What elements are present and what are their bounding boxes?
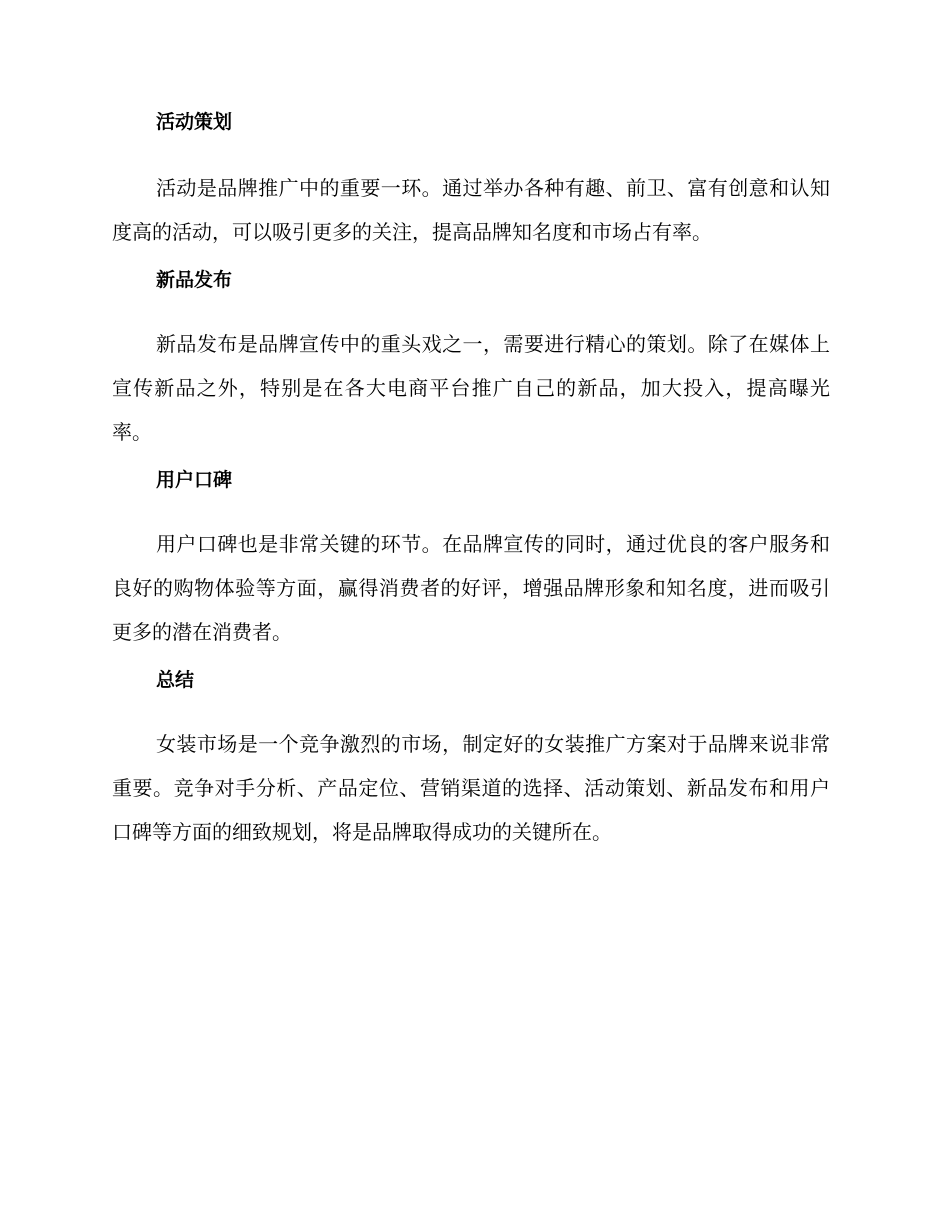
section-heading: 新品发布: [156, 269, 233, 291]
document-page: [112, 108, 830, 854]
section-heading: 活动策划: [156, 111, 233, 133]
section-paragraph: 女装市场是一个竞争激烈的市场，制定好的女装推广方案对于品牌来说非常重要。竞争对手分析、产品定位、营销渠道的选择、活动策划、新品发布和用户口碑等方面的细致规划，将是品牌取得成功的关键所在。: [112, 732, 830, 844]
section-new-product-launch: [112, 266, 830, 454]
section-user-reputation: [112, 466, 830, 654]
section-paragraph: 活动是品牌推广中的重要一环。通过举办各种有趣、前卫、富有创意和认知度高的活动，可以吸引更多的关注，提高品牌知名度和市场占有率。: [112, 176, 830, 244]
section-paragraph: 用户口碑也是非常关键的环节。在品牌宣传的同时，通过优良的客户服务和良好的购物体验等方面，赢得消费者的好评，增强品牌形象和知名度，进而吸引更多的潜在消费者。: [112, 532, 830, 644]
section-activity-planning: [112, 108, 830, 254]
section-summary: [112, 666, 830, 854]
section-paragraph: 新品发布是品牌宣传中的重头戏之一，需要进行精心的策划。除了在媒体上宣传新品之外，特别是在各大电商平台推广自己的新品，加大投入，提高曝光率。: [112, 332, 830, 444]
section-heading: 总结: [156, 669, 195, 691]
section-heading: 用户口碑: [156, 469, 233, 491]
